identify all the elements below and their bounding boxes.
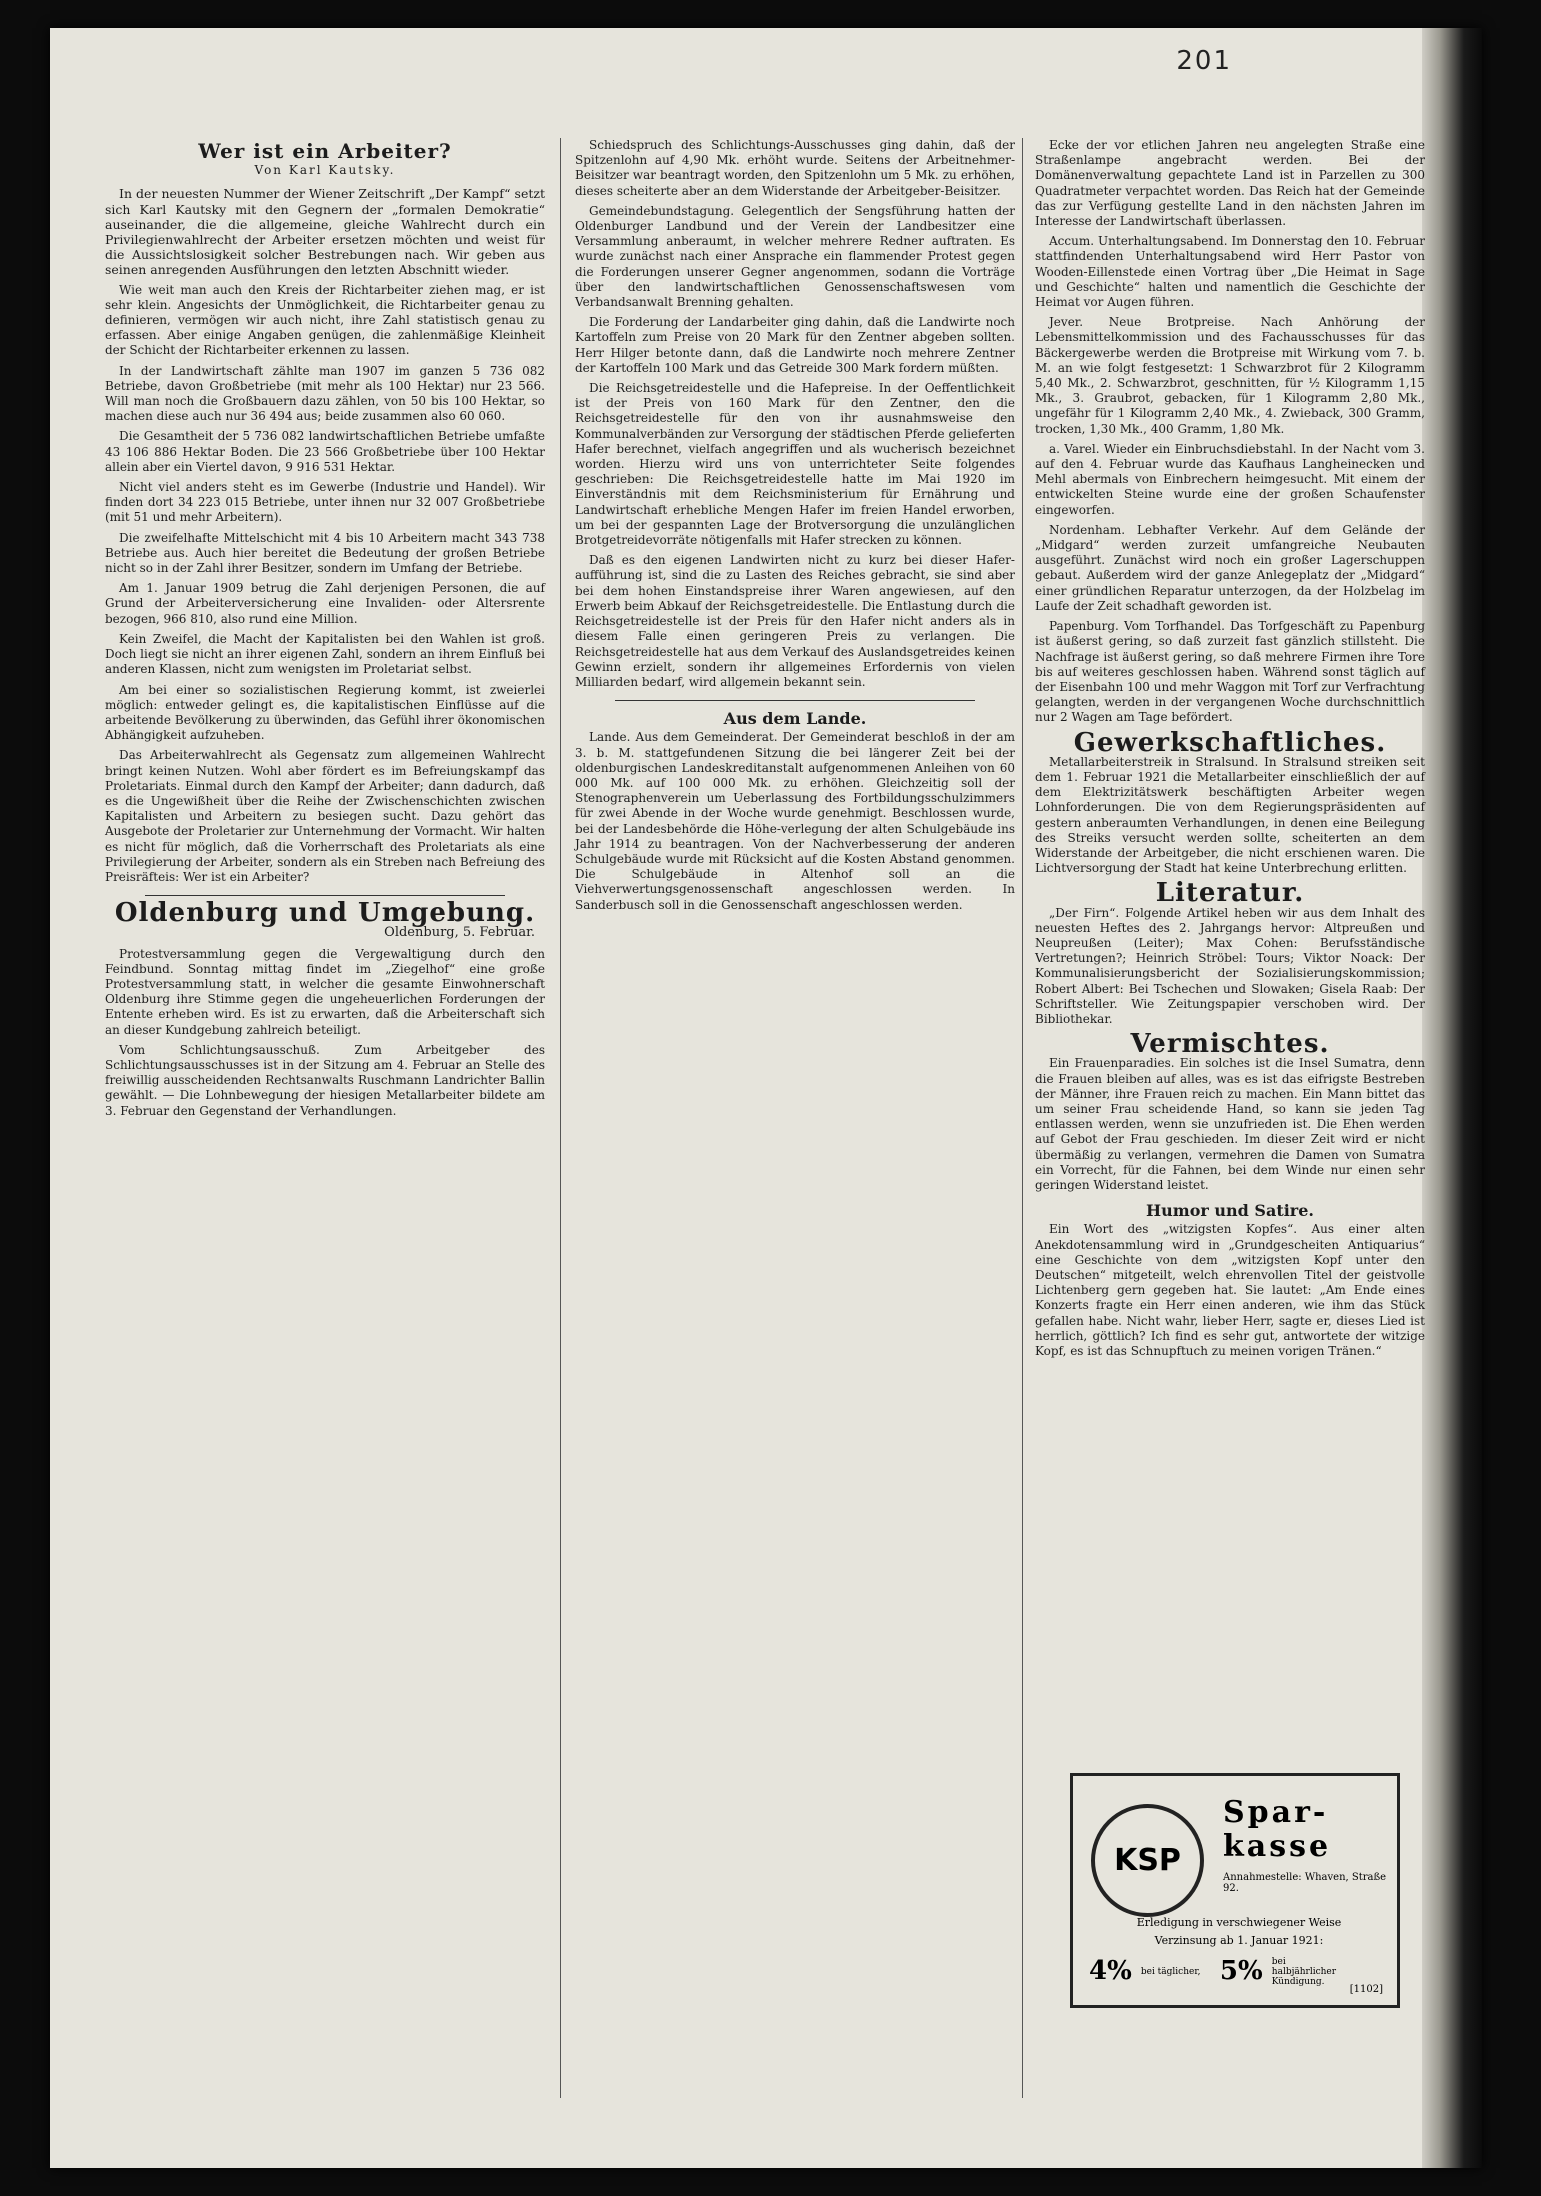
article-paragraph: Daß es den eigenen Landwirten nicht zu kurz bei dieser Hafer-aufführung ist, sind die zu Lasten des Reiches gebracht, sie sind aber bei dem hohen Einstandspreise ihrer Waren angewiesen, auf den Erwerb beim Abkauf der Reichsgetreidestelle. Die Entlastung durch die Reichsgetreidestelle ist der Preis für den Hafer nicht anders als in diesem Falle einen geringeren Preis zu verlangen. Die Reichsgetreidestelle hat aus dem Verkauf des Auslandsgetreides keinen Gewinn erzielt, sondern ihr allgemeines Erfordernis von vielen Milliarden bedarf, wird allgemein bekannt sein.: [575, 553, 1015, 689]
section-title: Oldenburg und Umgebung.: [114, 898, 536, 929]
section-divider: [615, 700, 975, 701]
ad-rate-note: bei täglicher,: [1140, 1967, 1201, 1977]
article-paragraph: Kein Zweifel, die Macht der Kapitalisten bei den Wahlen ist groß. Doch liegt sie nicht an ihrer eigenen Zahl, sondern an ihrem Einfluß bei anderen Klassen, nicht zum wenigsten im Proletariat selbst.: [105, 631, 545, 677]
column-3: [1035, 138, 1425, 1364]
article-paragraph: Am 1. Januar 1909 betrug die Zahl derjenigen Personen, die auf Grund der Arbeiterversicherung eine Invaliden- oder Altersrente bezogen, 966 810, also rund eine Million.: [105, 581, 545, 626]
sparkasse-advertisement: [1070, 1773, 1400, 2008]
ad-code: [1102]: [1349, 1984, 1383, 1995]
article-paragraph: Metallarbeiterstreik in Stralsund. In Stralsund streiken seit dem 1. Februar 1921 die Metallarbeiter einschließlich der auf dem Elektrizitätswerk beschäftigten Arbeiter wegen Lohnforderungen. Die von dem Regierungspräsidenten auf gestern anberaumten Verhandlungen, in denen eine Beilegung des Streiks versucht werden sollte, scheiterten an dem Widerstande der Arbeitgeber, die nicht erschienen waren. Die Lichtversorgung der Stadt hat keine Unterbrechung erlitten.: [1035, 754, 1425, 876]
newspaper-page: [50, 28, 1482, 2168]
article-paragraph: Vom Schlichtungsausschuß. Zum Arbeitgeber des Schlichtungsausschusses ist in der Sitzung am 4. Februar an Stelle des freiwillig ausscheidenden Rechtsanwalts Ruschmann Landrichter Ballin gewählt. — Die Lohnbewegung der hiesigen Metallarbeiter bildete am 3. Februar den Gegenstand der Verhandlungen.: [105, 1042, 545, 1118]
article-paragraph: Nordenham. Lebhafter Verkehr. Auf dem Gelände der „Midgard“ werden zurzeit umfangreiche Neubauten ausgeführt. Zunächst wird noch ein großer Lagerschuppen gebaut. Außerdem wird der ganze Anlegeplatz der „Midgard“ einer gründlichen Reparatur unterzogen, da der Holzbelag im Laufe der Zeit schadhaft geworden ist.: [1035, 522, 1425, 613]
section-title: Gewerkschaftliches.: [1073, 727, 1387, 758]
article-paragraph: a. Varel. Wieder ein Einbruchsdiebstahl. In der Nacht vom 3. auf den 4. Februar wurde das Kaufhaus Langheinecken und Mehl abermals von Einbrechern heimgesucht. Mit einem der entwickelten Steine wurde eine der großen Schaufenster eingeworfen.: [1035, 441, 1425, 517]
article-paragraph: Ein Frauenparadies. Ein solches ist die Insel Sumatra, denn die Frauen bleiben auf alles, was es ist das eifrigste Bestreben der Männer, ihre Frauen reich zu machen. Ein Mann bittet das um seiner Frau scheidende Hand, so kann sie jeden Tag entlassen werden, wenn sie unzufrieden ist. Die Ehen werden auf Gebot der Frau geschieden. Im dieser Zeit wird er nicht übermäßig zu verlangen, vermehren die Damen von Sumatra ein Vorrecht, für die Fahnen, bei dem Winde nur einen sehr geringen Widerstand leistet.: [1035, 1056, 1425, 1192]
article-paragraph: Gemeindebundstagung. Gelegentlich der Sengsführung hatten der Oldenburger Landbund und der Verein der Landbesitzer eine Versammlung anberaumt, in welcher mehrere Redner auftraten. Es wurde zunächst nach einer Ansprache ein flammender Protest gegen die Forderungen unserer Gegner angenommen, sodann die Vorträge über den landwirtschaftlichen Genossenschaftswesen vom Verbandsanwalt Brenning gehalten.: [575, 203, 1015, 310]
article-paragraph: Protestversammlung gegen die Vergewaltigung durch den Feindbund. Sonntag mittag findet im „Ziegelhof“ eine große Protestversammlung statt, in welcher die gesamte Einwohnerschaft Oldenburg ihre Stimme gegen die ungeheuerlichen Forderungen der Entente erheben wird. Es ist zu erwarten, daß die Arbeiterschaft sich an dieser Kundgebung zahlreich beteiligt.: [105, 946, 545, 1037]
ad-rate: 4%: [1089, 1956, 1132, 1986]
dateline: Oldenburg, 5. Februar.: [384, 925, 535, 941]
article-paragraph: Nicht viel anders steht es im Gewerbe (Industrie und Handel). Wir finden dort 34 223 015 Betriebe, unter ihnen nur 32 007 Großbetriebe (mit 51 und mehr Arbeitern).: [105, 480, 545, 525]
article-paragraph: Jever. Neue Brotpreise. Nach Anhörung der Lebensmittelkommission und des Fachausschusses für das Bäckergewerbe werden die Brotpreise mit Wirkung vom 7. b. M. an wie folgt festgesetzt: 1 Schwarzbrot für 2 Kilogramm 5,40 Mk., 2. Schwarzbrot, geschnitten, für ½ Kilogramm 1,15 Mk., 3. Graubrot, gebacken, für 1 Kilogramm 2,80 Mk., ungefähr für 1 Kilogramm 2,40 Mk., 4. Zwieback, 300 Gramm, trocken, 1,30 Mk., 400 Gramm, 1,80 Mk.: [1035, 315, 1425, 436]
ad-title-line: Spar-: [1223, 1795, 1329, 1830]
section-divider: [145, 895, 505, 896]
ad-note: Erledigung in verschwiegener Weise: [1136, 1916, 1342, 1929]
article-paragraph: Am bei einer so sozialistischen Regierung kommt, ist zweierlei möglich: entweder gelingt es, die kapitalistischen Einflüsse auf die arbeitende Bevölkerung zu überwinden, das Gefühl ihrer ökonomischen Abhängigkeit aufzuheben.: [105, 682, 545, 743]
ad-rate: 5%: [1219, 1956, 1263, 1986]
column-rule: [1022, 138, 1023, 2098]
page-number: 201: [1176, 46, 1232, 76]
section-title: Aus dem Lande.: [723, 709, 867, 729]
article-paragraph: Die Gesamtheit der 5 736 082 landwirtschaftlichen Betriebe umfaßte 43 106 886 Hektar Boden. Die 23 566 Großbetriebe über 100 Hektar allein aber ein Viertel davon, 9 916 531 Hektar.: [105, 429, 545, 474]
ad-title-line: kasse: [1223, 1829, 1332, 1864]
article-paragraph: Ecke der vor etlichen Jahren neu angelegten Straße eine Straßenlampe angebracht werden. Bei der Domänenverwaltung gepachtete Land ist in Parzellen zu 300 Quadratmeter verpachtet worden. Das Reich hat der Gemeinde das zur Verfügung gestellte Land in den nächsten Jahren im Interesse der Landwirtschaft überlassen.: [1035, 138, 1425, 229]
ad-interest-rates: [1089, 1956, 1389, 1987]
ad-address: Annahmestelle: Whaven, Straße 92.: [1223, 1872, 1387, 1894]
article-paragraph: In der Landwirtschaft zählte man 1907 im ganzen 5 736 082 Betriebe, davon Großbetriebe (mit mehr als 100 Hektar) nur 23 566. Will man noch die Großbauern dazu zählen, von 50 bis 100 Hektar, so machen diese auch nur 36 494 aus; beide zusammen also 60 060.: [105, 363, 545, 424]
article-paragraph: Die Reichsgetreidestelle und die Hafepreise. In der Oeffentlichkeit ist der Preis von 160 Mark für den Zentner, den die Reichsgetreidestelle für den von ihr ausnahmsweise den Kommunalverbänden zur Versorgung der städtischen Pferde gelieferten Hafer berechnet, vielfach angegriffen und als wucherisch bezeichnet worden. Hierzu wird uns von unterrichteter Seite folgendes geschrieben: Die Reichsgetreidestelle hatte im Mai 1920 im Einverständnis mit dem Reichsministerium für Ernährung und Landwirtschaft erhebliche Mengen Hafer im freien Handel erworben, um bei der gespannten Lage der Brotversorgung die unzulänglichen Brotgetreidevorräte nötigenfalls mit Hafer strecken zu können.: [575, 381, 1015, 548]
article-title: Wer ist ein Arbeiter?: [198, 139, 452, 163]
article-paragraph: Wie weit man auch den Kreis der Richtarbeiter ziehen mag, er ist sehr klein. Angesichts der Unmöglichkeit, die Richtarbeiter genau zu definieren, vermögen wir auch nicht, ihre Zahl statistisch genau zu erfassen. Aber einige Angaben genügen, die zahlenmäßige Kleinheit der Schicht der Richtarbeiter erkennen zu lassen.: [105, 282, 545, 358]
article-paragraph: Die Forderung der Landarbeiter ging dahin, daß die Landwirte noch Kartoffeln zum Preise von 20 Mark für den Zentner abgeben sollten. Herr Hilger betonte dann, daß die Landwirte noch mehrere Zentner der Kartoffeln 100 Mark und das Getreide 300 Mark fordern müßten.: [575, 315, 1015, 375]
ad-rate-note: bei halbjährlicher Kündigung.: [1271, 1957, 1337, 1987]
binding-edge: [1422, 28, 1482, 2168]
article-paragraph: Lande. Aus dem Gemeinderat. Der Gemeinderat beschloß in der am 3. b. M. stattgefundenen Sitzung die bei längerer Zeit bei der oldenburgischen Landeskreditanstalt aufgenommenen Anleihen von 60 000 Mk. auf 100 000 Mk. zu erhöhen. Gleichzeitig soll der Stenographenverein um Ueberlassung des Fortbildungsschulzimmers für zwei Abende in der Woche wurde genehmigt. Beschlossen wurde, bei der Landesbehörde die Höhe-verlegung der alten Schulgebäude ins Jahr 1914 zu beantragen. Von der Nachverbesserung der anderen Schulgebäude wurde mit Rücksicht auf die Kosten Abstand genommen. Die Schulgebäude in Altenhof soll an die Viehverwertungsgenossenschaft angeschlossen werden. In Sanderbusch soll in die Genossenschaft angeschlossen werden.: [575, 730, 1015, 912]
article-paragraph: „Der Firn“. Folgende Artikel heben wir aus dem Inhalt des neuesten Heftes des 2. Jahrgangs hervor: Altpreußen und Neupreußen (Leiter); Max Cohen: Berufsständische Vertretungen?; Heinrich Ströbel: Tours; Viktor Noack: Der Kommunalisierungsbericht der Sozialisierungskommission; Robert Albert: Bei Tschechen und Slowaken; Gisela Raab: Der Schriftsteller. Wie Zeitungspapier verschoben wird. Der Bibliothekar.: [1035, 905, 1425, 1026]
article-paragraph: Das Arbeiterwahlrecht als Gegensatz zum allgemeinen Wahlrecht bringt keinen Nutzen. Wohl aber fördert es im Befreiungskampf das Proletariats. Einmal durch den Kampf der Arbeiter; dann dadurch, daß es die Ungewißheit über die Reihe der Zwischenschichten zwischen Kapitalisten und Arbeitern zu besiegen sucht. Dazu gehört das Ausgebote der Proletarier zur Unternehmung der Vormacht. Wir halten es nicht für möglich, daß die Vorherrschaft des Proletariats als eine Privilegierung der Arbeiter, sondern als ein Streben nach Befreiung des Preisräfteis: Wer ist ein Arbeiter?: [105, 748, 545, 884]
article-paragraph: Ein Wort des „witzigsten Kopfes“. Aus einer alten Anekdotensammlung wird in „Grundgescheiten Antiquarius“ eine Geschichte von dem „witzigsten Kopf unter den Deutschen“ mitgeteilt, welch ehrenvollen Titel der geistvolle Lichtenberg gern gegeben hat. Sie lautet: „Am Ende eines Konzerts fragte ein Herr einen anderen, wie ihm das Stück gefallen habe. Nicht wahr, lieber Herr, sagte er, dieses Lied ist herrlich, göttlich? Ich find es sehr gut, antwortete der witzige Kopf, es ist das Schnupftuch zu meinen vorigen Tränen.“: [1035, 1222, 1425, 1359]
article-byline: Von Karl Kautsky.: [254, 163, 396, 178]
article-paragraph: Die zweifelhafte Mittelschicht mit 4 bis 10 Arbeitern macht 343 738 Betriebe aus. Auch hier bereitet die Bedeutung der großen Betriebe nicht so in der Zahl ihrer Besitzer, sondern im Umfang der Betriebe.: [105, 530, 545, 576]
section-title: Humor und Satire.: [1146, 1201, 1314, 1221]
ad-title: [1223, 1796, 1331, 1864]
section-title: Vermischtes.: [1130, 1029, 1330, 1060]
article-paragraph: Schiedspruch des Schlichtungs-Ausschusses ging dahin, daß der Spitzenlohn auf 4,90 Mk. erhöht wurde. Seitens der Arbeitnehmer-Beisitzer war beantragt worden, den Spitzenlohn um 5 Mk. zu erhöhen, dieses scheiterte aber an dem Widerstande der Arbeitgeber-Beisitzer.: [575, 138, 1015, 198]
article-paragraph: Accum. Unterhaltungsabend. Im Donnerstag den 10. Februar stattfindenden Unterhaltungsabend wird Herr Pastor von Wooden-Eillenstede einen Vortrag über „Die Heimat in Sage und Geschichte“ halten und namentlich die Geschichte der Heimat vor Augen führen.: [1035, 234, 1425, 310]
column-rule: [560, 138, 561, 2098]
sparkasse-logo-icon: KSP: [1091, 1804, 1204, 1917]
article-paragraph: Papenburg. Vom Torfhandel. Das Torfgeschäft zu Papenburg ist äußerst gering, so daß zurzeit fast gänzlich stillsteht. Die Nachfrage ist äußerst gering, so daß mehrere Firmen ihre Tore bis auf weiteres geschlossen haben. Während sonst täglich auf der Eisenbahn 100 und mehr Waggon mit Torf zur Verfrachtung gelangten, werden in der vergangenen Woche durchschnittlich nur 2 Wagen am Tage befördert.: [1035, 619, 1425, 725]
ad-note: Verzinsung ab 1. Januar 1921:: [1154, 1934, 1324, 1947]
column-1: [105, 138, 545, 1124]
column-2: [575, 138, 1015, 918]
article-paragraph: In der neuesten Nummer der Wiener Zeitschrift „Der Kampf“ setzt sich Karl Kautsky mit den Gegnern der „formalen Demokratie“ auseinander, die die allgemeine, gleiche Wahlrecht durch ein Privilegienwahlrecht der Arbeiter ersetzen möchten und weist für die Aussichtslosigkeit solcher Bestrebungen nach. Wir geben aus seinen anregenden Ausführungen den letzten Abschnitt wieder.: [105, 186, 545, 278]
section-title: Literatur.: [1155, 878, 1305, 909]
